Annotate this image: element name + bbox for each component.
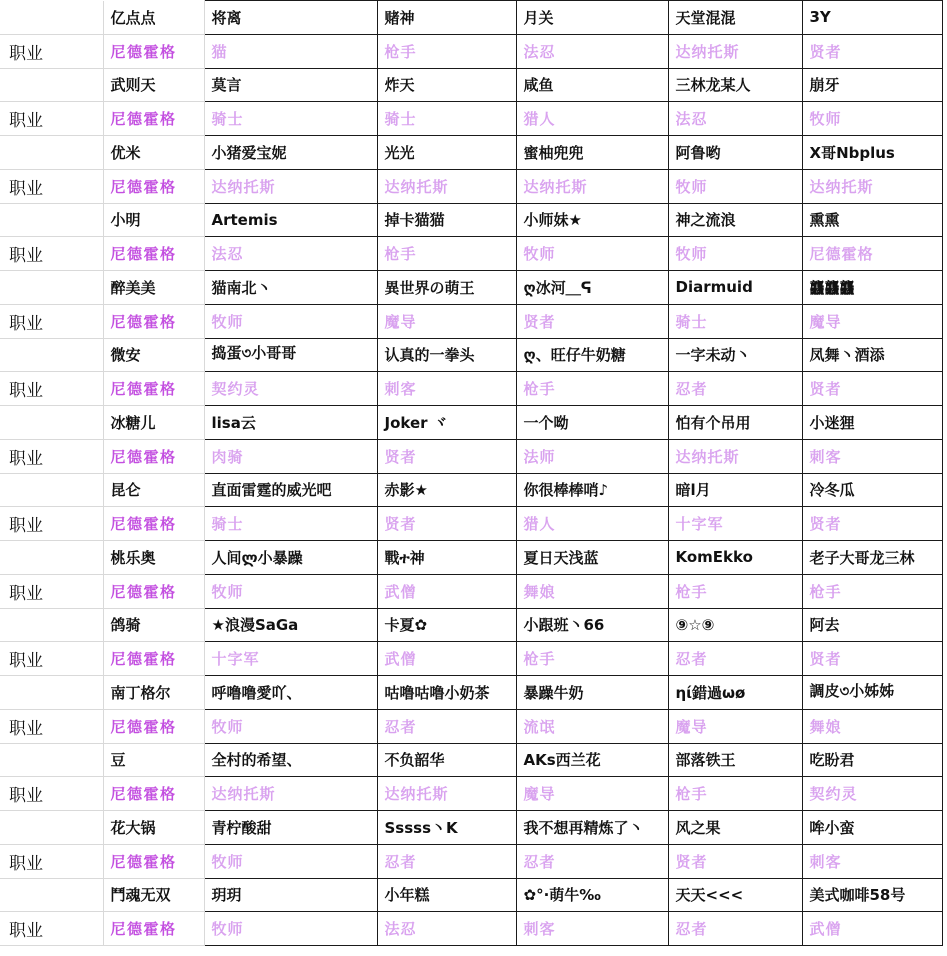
leader-job-cell[interactable]: 尼德霍格 bbox=[103, 912, 204, 946]
member-job-cell[interactable]: 达纳托斯 bbox=[668, 34, 802, 68]
member-job-cell[interactable]: 魔导 bbox=[802, 304, 942, 338]
name-row bbox=[0, 136, 942, 170]
roster-body bbox=[0, 1, 942, 946]
row-label-job[interactable]: 职业 bbox=[0, 574, 103, 608]
job-row bbox=[0, 642, 942, 676]
member-name-cell[interactable]: 炸天 bbox=[377, 68, 516, 102]
member-job-cell[interactable]: 达纳托斯 bbox=[802, 169, 942, 203]
member-job-cell[interactable]: 牧师 bbox=[204, 709, 377, 743]
leader-job-cell[interactable]: 尼德霍格 bbox=[103, 642, 204, 676]
member-name-cell[interactable]: 咕噜咕噜小奶茶 bbox=[377, 676, 516, 710]
member-name-cell[interactable]: 暴躁牛奶 bbox=[516, 676, 668, 710]
leader-name-cell[interactable]: 昆仑 bbox=[103, 473, 204, 507]
row-label-empty[interactable] bbox=[0, 473, 103, 507]
member-name-cell[interactable]: 你很棒棒哨♪ bbox=[516, 473, 668, 507]
member-job-cell[interactable]: 忍者 bbox=[516, 844, 668, 878]
row-label-empty[interactable] bbox=[0, 743, 103, 777]
member-job-cell[interactable]: 骑士 bbox=[668, 304, 802, 338]
member-job-cell[interactable]: 契约灵 bbox=[204, 372, 377, 406]
name-row bbox=[0, 68, 942, 102]
member-job-cell[interactable]: 肉骑 bbox=[204, 439, 377, 473]
member-job-cell[interactable]: 魔导 bbox=[668, 709, 802, 743]
leader-job-cell[interactable]: 尼德霍格 bbox=[103, 574, 204, 608]
name-row bbox=[0, 811, 942, 845]
row-label-empty[interactable] bbox=[0, 811, 103, 845]
row-label-job[interactable]: 职业 bbox=[0, 777, 103, 811]
member-name-cell[interactable]: 崩牙 bbox=[802, 68, 942, 102]
member-job-cell[interactable]: 牧师 bbox=[668, 169, 802, 203]
row-label-job[interactable]: 职业 bbox=[0, 237, 103, 271]
member-job-cell[interactable]: 舞娘 bbox=[516, 574, 668, 608]
member-job-cell[interactable]: 法师 bbox=[516, 439, 668, 473]
member-name-cell[interactable]: 冷冬瓜 bbox=[802, 473, 942, 507]
row-label-job[interactable]: 职业 bbox=[0, 844, 103, 878]
member-name-cell[interactable]: 阿鲁哟 bbox=[668, 136, 802, 170]
job-row bbox=[0, 912, 942, 946]
member-job-cell[interactable]: 武僧 bbox=[377, 574, 516, 608]
leader-name-cell[interactable]: 小明 bbox=[103, 203, 204, 237]
member-job-cell[interactable]: 忍者 bbox=[668, 372, 802, 406]
member-job-cell[interactable]: 枪手 bbox=[668, 574, 802, 608]
leader-name-cell[interactable]: 醉美美 bbox=[103, 271, 204, 305]
member-job-cell[interactable]: 贤者 bbox=[802, 507, 942, 541]
member-name-cell[interactable]: 玥玥 bbox=[204, 878, 377, 912]
name-row bbox=[0, 1, 942, 35]
member-job-cell[interactable]: 贤者 bbox=[668, 844, 802, 878]
member-name-cell[interactable]: 神之流浪 bbox=[668, 203, 802, 237]
member-name-cell[interactable]: 一个呦 bbox=[516, 406, 668, 440]
job-row bbox=[0, 304, 942, 338]
member-name-cell[interactable]: 阿去 bbox=[802, 608, 942, 642]
leader-name-cell[interactable]: 南丁格尔 bbox=[103, 676, 204, 710]
member-name-cell[interactable]: ηί錯過ωø bbox=[668, 676, 802, 710]
row-label-empty[interactable] bbox=[0, 338, 103, 372]
job-row bbox=[0, 439, 942, 473]
member-job-cell[interactable]: 达纳托斯 bbox=[377, 777, 516, 811]
member-name-cell[interactable]: Artemis bbox=[204, 203, 377, 237]
member-job-cell[interactable]: 骑士 bbox=[204, 102, 377, 136]
leader-job-cell[interactable]: 尼德霍格 bbox=[103, 34, 204, 68]
leader-job-cell[interactable]: 尼德霍格 bbox=[103, 102, 204, 136]
member-job-cell[interactable]: 枪手 bbox=[668, 777, 802, 811]
leader-job-cell[interactable]: 尼德霍格 bbox=[103, 507, 204, 541]
job-row bbox=[0, 169, 942, 203]
row-label-job[interactable]: 职业 bbox=[0, 912, 103, 946]
member-job-cell[interactable]: 忍者 bbox=[377, 844, 516, 878]
row-label-job[interactable]: 职业 bbox=[0, 34, 103, 68]
member-name-cell[interactable]: 直面雷霆的威光吧 bbox=[204, 473, 377, 507]
job-row bbox=[0, 507, 942, 541]
member-job-cell[interactable]: 魔导 bbox=[516, 777, 668, 811]
member-name-cell[interactable]: 将离 bbox=[204, 1, 377, 35]
member-name-cell[interactable]: 全村的希望、 bbox=[204, 743, 377, 777]
member-name-cell[interactable]: 蜜柚兜兜 bbox=[516, 136, 668, 170]
name-row bbox=[0, 203, 942, 237]
member-name-cell[interactable]: lisa云 bbox=[204, 406, 377, 440]
member-job-cell[interactable]: 魔导 bbox=[377, 304, 516, 338]
member-name-cell[interactable]: 3Y bbox=[802, 1, 942, 35]
leader-name-cell[interactable]: 鸽骑 bbox=[103, 608, 204, 642]
member-name-cell[interactable]: 部落铁王 bbox=[668, 743, 802, 777]
leader-job-cell[interactable]: 尼德霍格 bbox=[103, 709, 204, 743]
member-job-cell[interactable]: 刺客 bbox=[802, 844, 942, 878]
member-name-cell[interactable]: Joker ヾ bbox=[377, 406, 516, 440]
member-job-cell[interactable]: 贤者 bbox=[802, 372, 942, 406]
member-name-cell[interactable]: 哞小蛮 bbox=[802, 811, 942, 845]
member-name-cell[interactable]: ✿°·萌牛‰ bbox=[516, 878, 668, 912]
name-row bbox=[0, 608, 942, 642]
member-job-cell[interactable]: 枪手 bbox=[516, 372, 668, 406]
leader-job-cell[interactable]: 尼德霍格 bbox=[103, 844, 204, 878]
member-name-cell[interactable]: 卡夏✿ bbox=[377, 608, 516, 642]
row-label-empty[interactable] bbox=[0, 136, 103, 170]
name-row bbox=[0, 271, 942, 305]
member-job-cell[interactable]: 牧师 bbox=[668, 237, 802, 271]
member-job-cell[interactable]: 刺客 bbox=[377, 372, 516, 406]
row-label-empty[interactable] bbox=[0, 878, 103, 912]
row-label-job[interactable]: 职业 bbox=[0, 372, 103, 406]
job-row bbox=[0, 102, 942, 136]
member-name-cell[interactable]: 暗l月 bbox=[668, 473, 802, 507]
member-name-cell[interactable]: 天堂混混 bbox=[668, 1, 802, 35]
name-row bbox=[0, 676, 942, 710]
member-name-cell[interactable]: Sssss丶K bbox=[377, 811, 516, 845]
row-label-job[interactable]: 职业 bbox=[0, 102, 103, 136]
member-name-cell[interactable]: 熏熏 bbox=[802, 203, 942, 237]
member-job-cell[interactable]: 刺客 bbox=[802, 439, 942, 473]
leader-name-cell[interactable]: 花大锅 bbox=[103, 811, 204, 845]
member-name-cell[interactable]: 老子大哥龙三林 bbox=[802, 541, 942, 575]
row-label-empty[interactable] bbox=[0, 406, 103, 440]
name-row bbox=[0, 473, 942, 507]
row-label-job[interactable]: 职业 bbox=[0, 439, 103, 473]
job-row bbox=[0, 372, 942, 406]
row-label-job[interactable]: 职业 bbox=[0, 507, 103, 541]
member-job-cell[interactable]: 契约灵 bbox=[802, 777, 942, 811]
member-name-cell[interactable]: 龘龘龘 bbox=[802, 271, 942, 305]
leader-job-cell[interactable]: 尼德霍格 bbox=[103, 169, 204, 203]
member-job-cell[interactable]: 尼德霍格 bbox=[802, 237, 942, 271]
member-job-cell[interactable]: 贤者 bbox=[516, 304, 668, 338]
member-job-cell[interactable]: 枪手 bbox=[377, 34, 516, 68]
row-label-empty[interactable] bbox=[0, 1, 103, 35]
member-name-cell[interactable]: 赤影★ bbox=[377, 473, 516, 507]
row-label-empty[interactable] bbox=[0, 271, 103, 305]
member-name-cell[interactable]: 不负韶华 bbox=[377, 743, 516, 777]
member-name-cell[interactable]: 小迷狸 bbox=[802, 406, 942, 440]
member-job-cell[interactable]: 达纳托斯 bbox=[204, 777, 377, 811]
leader-name-cell[interactable]: 亿点点 bbox=[103, 1, 204, 35]
member-name-cell[interactable]: 赌神 bbox=[377, 1, 516, 35]
leader-job-cell[interactable]: 尼德霍格 bbox=[103, 372, 204, 406]
member-name-cell[interactable]: 青柠酸甜 bbox=[204, 811, 377, 845]
leader-job-cell[interactable]: 尼德霍格 bbox=[103, 304, 204, 338]
member-job-cell[interactable]: 牧师 bbox=[204, 912, 377, 946]
member-name-cell[interactable]: 怕有个吊用 bbox=[668, 406, 802, 440]
row-label-empty[interactable] bbox=[0, 203, 103, 237]
row-label-empty[interactable] bbox=[0, 541, 103, 575]
job-row bbox=[0, 237, 942, 271]
member-job-cell[interactable]: 枪手 bbox=[516, 642, 668, 676]
member-job-cell[interactable]: 流氓 bbox=[516, 709, 668, 743]
member-name-cell[interactable]: ღ、旺仔牛奶糖 bbox=[516, 338, 668, 372]
member-name-cell[interactable]: 小猪爱宝妮 bbox=[204, 136, 377, 170]
member-job-cell[interactable]: 贤者 bbox=[377, 439, 516, 473]
member-job-cell[interactable]: 十字军 bbox=[204, 642, 377, 676]
member-name-cell[interactable]: 风之果 bbox=[668, 811, 802, 845]
row-label-job[interactable]: 职业 bbox=[0, 304, 103, 338]
job-row bbox=[0, 844, 942, 878]
member-job-cell[interactable]: 达纳托斯 bbox=[377, 169, 516, 203]
member-name-cell[interactable]: 小师妹★ bbox=[516, 203, 668, 237]
member-name-cell[interactable]: X哥Nbplus bbox=[802, 136, 942, 170]
member-job-cell[interactable]: 贤者 bbox=[802, 642, 942, 676]
member-name-cell[interactable]: 月关 bbox=[516, 1, 668, 35]
member-name-cell[interactable]: 吃盼君 bbox=[802, 743, 942, 777]
member-name-cell[interactable]: AKs西兰花 bbox=[516, 743, 668, 777]
member-job-cell[interactable]: 骑士 bbox=[377, 102, 516, 136]
member-name-cell[interactable]: 一字未动丶 bbox=[668, 338, 802, 372]
member-name-cell[interactable]: 掉卡猫猫 bbox=[377, 203, 516, 237]
name-row bbox=[0, 541, 942, 575]
member-job-cell[interactable]: 忍者 bbox=[377, 709, 516, 743]
job-row bbox=[0, 34, 942, 68]
leader-name-cell[interactable]: 鬥魂无双 bbox=[103, 878, 204, 912]
member-job-cell[interactable]: 忍者 bbox=[668, 912, 802, 946]
leader-name-cell[interactable]: 武则天 bbox=[103, 68, 204, 102]
leader-name-cell[interactable]: 冰糖儿 bbox=[103, 406, 204, 440]
member-name-cell[interactable]: 我不想再精炼了丶 bbox=[516, 811, 668, 845]
member-name-cell[interactable]: 莫言 bbox=[204, 68, 377, 102]
name-row bbox=[0, 406, 942, 440]
member-name-cell[interactable]: 光光 bbox=[377, 136, 516, 170]
member-name-cell[interactable]: 人间ლ小暴躁 bbox=[204, 541, 377, 575]
member-name-cell[interactable]: 捣蛋৩小哥哥 bbox=[204, 338, 377, 372]
member-job-cell[interactable]: 牧师 bbox=[204, 574, 377, 608]
member-job-cell[interactable]: 牧师 bbox=[204, 844, 377, 878]
member-job-cell[interactable]: 牧师 bbox=[204, 304, 377, 338]
member-job-cell[interactable]: 法忍 bbox=[204, 237, 377, 271]
member-job-cell[interactable]: 法忍 bbox=[516, 34, 668, 68]
member-job-cell[interactable]: 舞娘 bbox=[802, 709, 942, 743]
member-job-cell[interactable]: 牧师 bbox=[516, 237, 668, 271]
row-label-job[interactable]: 职业 bbox=[0, 642, 103, 676]
leader-name-cell[interactable]: 桃乐奥 bbox=[103, 541, 204, 575]
name-row bbox=[0, 338, 942, 372]
member-job-cell[interactable]: 刺客 bbox=[516, 912, 668, 946]
member-job-cell[interactable]: 达纳托斯 bbox=[516, 169, 668, 203]
member-name-cell[interactable]: 天天<<< bbox=[668, 878, 802, 912]
member-name-cell[interactable]: Diarmuid bbox=[668, 271, 802, 305]
member-name-cell[interactable]: ღ冰河＿ᕋ bbox=[516, 271, 668, 305]
member-name-cell[interactable]: 凤舞丶酒添 bbox=[802, 338, 942, 372]
member-job-cell[interactable]: 达纳托斯 bbox=[204, 169, 377, 203]
name-row bbox=[0, 743, 942, 777]
member-job-cell[interactable]: 牧师 bbox=[802, 102, 942, 136]
row-label-job[interactable]: 职业 bbox=[0, 169, 103, 203]
member-name-cell[interactable]: 調皮৩小姊姊 bbox=[802, 676, 942, 710]
job-row bbox=[0, 574, 942, 608]
member-name-cell[interactable]: 呼噜噜愛吖、 bbox=[204, 676, 377, 710]
member-name-cell[interactable]: 小跟班丶66 bbox=[516, 608, 668, 642]
member-job-cell[interactable]: 法忍 bbox=[377, 912, 516, 946]
leader-job-cell[interactable]: 尼德霍格 bbox=[103, 777, 204, 811]
leader-job-cell[interactable]: 尼德霍格 bbox=[103, 237, 204, 271]
member-name-cell[interactable]: KomEkko bbox=[668, 541, 802, 575]
member-name-cell[interactable]: ⑨☆⑨ bbox=[668, 608, 802, 642]
member-job-cell[interactable]: 猫 bbox=[204, 34, 377, 68]
member-job-cell[interactable]: 十字军 bbox=[668, 507, 802, 541]
row-label-empty[interactable] bbox=[0, 676, 103, 710]
leader-name-cell[interactable]: 微安 bbox=[103, 338, 204, 372]
member-job-cell[interactable]: 武僧 bbox=[377, 642, 516, 676]
member-job-cell[interactable]: 法忍 bbox=[668, 102, 802, 136]
member-job-cell[interactable]: 骑士 bbox=[204, 507, 377, 541]
row-label-empty[interactable] bbox=[0, 608, 103, 642]
member-job-cell[interactable]: 枪手 bbox=[377, 237, 516, 271]
name-row bbox=[0, 878, 942, 912]
row-label-empty[interactable] bbox=[0, 68, 103, 102]
member-job-cell[interactable]: 武僧 bbox=[802, 912, 942, 946]
member-name-cell[interactable]: 美式咖啡58号 bbox=[802, 878, 942, 912]
member-job-cell[interactable]: 猎人 bbox=[516, 507, 668, 541]
leader-name-cell[interactable]: 豆 bbox=[103, 743, 204, 777]
member-name-cell[interactable]: 三林龙某人 bbox=[668, 68, 802, 102]
member-name-cell[interactable]: 猫南北丶 bbox=[204, 271, 377, 305]
job-row bbox=[0, 777, 942, 811]
member-job-cell[interactable]: 达纳托斯 bbox=[668, 439, 802, 473]
member-name-cell[interactable]: 认真的一拳头 bbox=[377, 338, 516, 372]
member-name-cell[interactable]: ★浪漫SaGa bbox=[204, 608, 377, 642]
job-row bbox=[0, 709, 942, 743]
leader-job-cell[interactable]: 尼德霍格 bbox=[103, 439, 204, 473]
member-job-cell[interactable]: 忍者 bbox=[668, 642, 802, 676]
member-name-cell[interactable]: 戰ተ神 bbox=[377, 541, 516, 575]
member-name-cell[interactable]: 小年糕 bbox=[377, 878, 516, 912]
row-label-job[interactable]: 职业 bbox=[0, 709, 103, 743]
member-job-cell[interactable]: 贤者 bbox=[377, 507, 516, 541]
member-job-cell[interactable]: 猎人 bbox=[516, 102, 668, 136]
member-job-cell[interactable]: 枪手 bbox=[802, 574, 942, 608]
leader-name-cell[interactable]: 优米 bbox=[103, 136, 204, 170]
member-name-cell[interactable]: 夏日天浅蓝 bbox=[516, 541, 668, 575]
member-name-cell[interactable]: 異世界の萌王 bbox=[377, 271, 516, 305]
member-name-cell[interactable]: 咸鱼 bbox=[516, 68, 668, 102]
member-job-cell[interactable]: 贤者 bbox=[802, 34, 942, 68]
